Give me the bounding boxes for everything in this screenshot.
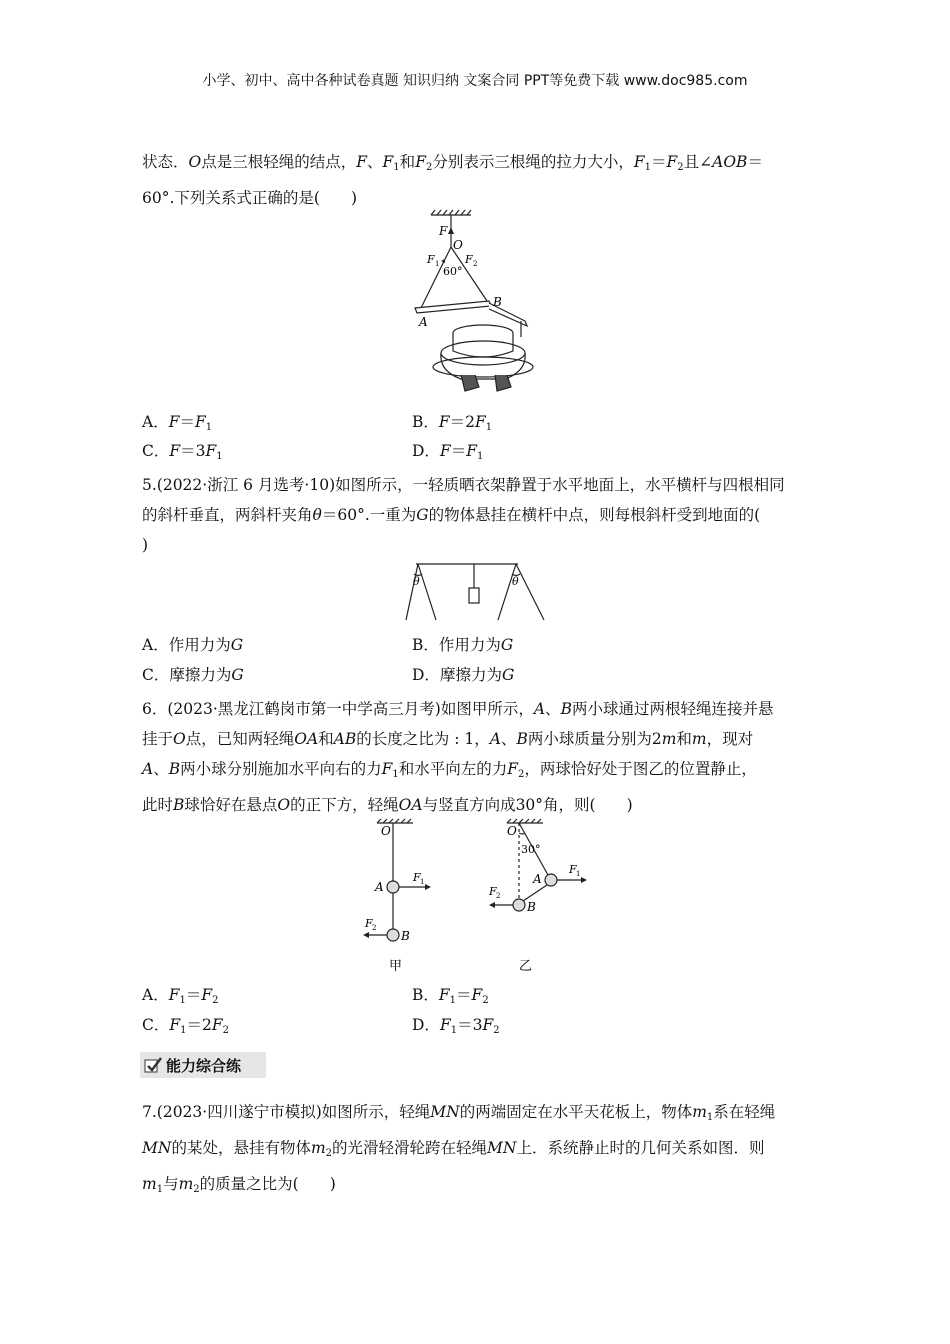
jia-label-f2-sub: 2 <box>372 924 377 932</box>
yi-label-f2-sub: 2 <box>496 892 501 900</box>
section-header <box>140 1052 266 1078</box>
label-theta-right: θ <box>512 575 519 588</box>
yi-label-angle: 30° <box>521 843 541 856</box>
q5-option-c[interactable]: C．摩擦力为G <box>142 666 244 684</box>
section-title: 能力综合练 <box>166 1057 242 1075</box>
jia-label-b: B <box>401 929 410 943</box>
label-O: O <box>453 238 463 252</box>
q5-option-a[interactable]: A．作用力为G <box>142 636 244 654</box>
jia-caption: 甲 <box>389 959 403 974</box>
ball-b <box>387 929 399 941</box>
ball-b <box>513 899 525 911</box>
q4-stem-line2: 60°.下列关系式正确的是( ) <box>142 189 357 207</box>
ball-a <box>545 874 557 886</box>
q5-option-b[interactable]: B．作用力为G <box>412 636 514 654</box>
q5-figure <box>400 560 550 625</box>
yi-caption: 乙 <box>519 959 533 974</box>
label-F1: F <box>427 253 435 266</box>
label-angle: 60° <box>443 265 463 278</box>
page-header: 小学、初中、高中各种试卷真题 知识归纳 文案合同 PPT等免费下载 www.doc985.com <box>202 73 748 89</box>
label-B: B <box>493 295 502 309</box>
jia-label-f1: F <box>413 871 421 884</box>
q6-stem <box>142 694 810 820</box>
label-theta-left: θ <box>413 575 420 588</box>
q6-figure-yi <box>485 815 595 975</box>
check-icon <box>144 1056 162 1074</box>
q4-option-a[interactable]: A．$F=F_1$ <box>142 413 213 433</box>
q7-stem-line2: MN的某处，悬挂有物体$m_2$的光滑轻滑轮跨在轻绳MN上．系统静止时的几何关系如图．则 <box>142 1139 765 1159</box>
q7-stem-line1: 7.(2023·四川遂宁市模拟)如图所示，轻绳MN的两端固定在水平天花板上，物体$m_1$系在轻绳 <box>142 1103 776 1123</box>
jia-label-a: A <box>375 880 384 894</box>
q6-stem-line4: 此时B球恰好在悬点O的正下方，轻绳OA与竖直方向成30°角，则( ) <box>142 796 633 814</box>
label-F1-sub: 1 <box>435 260 440 268</box>
label-F: F <box>439 224 448 238</box>
label-F2: F <box>465 253 473 266</box>
q5-option-d[interactable]: D．摩擦力为G <box>412 666 515 684</box>
q4-option-b[interactable]: B．$F=2F_1$ <box>412 413 493 433</box>
rope-ab <box>523 885 547 901</box>
q5-stem-line1: 5.(2022·浙江 6 月选考·10)如图所示，一轻质晒衣架静置于水平地面上，水平横杆与四根相同 <box>142 476 785 494</box>
q6-option-b[interactable]: B．$F_1=F_2$ <box>412 986 489 1006</box>
yi-label-f2: F <box>489 885 497 898</box>
ball-a <box>387 881 399 893</box>
yi-label-a: A <box>533 872 542 886</box>
q6-option-d[interactable]: D．$F_1=3F_2$ <box>412 1016 500 1036</box>
q6-stem-line3: A、B两小球分别施加水平向右的力$F_1$和水平向左的力$F_2$，两球恰好处于图乙的位置静止， <box>142 760 757 780</box>
q7-stem-line3: $m_1$与$m_2$的质量之比为( ) <box>142 1175 336 1195</box>
yi-label-f1-sub: 1 <box>576 870 581 878</box>
q6-option-c[interactable]: C．$F_1=2F_2$ <box>142 1016 230 1036</box>
label-A: A <box>419 315 428 329</box>
jia-label-f2: F <box>365 917 373 930</box>
q6-option-a[interactable]: A．$F_1=F_2$ <box>142 986 219 1006</box>
q7-stem <box>142 1097 810 1205</box>
q5-stem <box>142 470 810 560</box>
yi-label-b: B <box>527 900 536 914</box>
jia-label-o: O <box>381 824 391 838</box>
q4-option-d[interactable]: D．$F=F_1$ <box>412 442 484 462</box>
lever-bar <box>415 301 491 313</box>
jia-label-f1-sub: 1 <box>420 878 425 886</box>
q5-stem-line3: ) <box>142 536 149 554</box>
q4-stem <box>142 147 810 213</box>
q6-stem-line1: 6．(2023·黑龙江鹤岗市第一中学高三月考)如图甲所示，A、B两小球通过两根轻绳连接并悬 <box>142 700 774 718</box>
q4-stem-line1: 状态．O点是三根轻绳的结点，F、$F_1$和$F_2$分别表示三根绳的拉力大小，$F_1=F_2$且∠AOB＝ <box>142 153 763 173</box>
q4-figure <box>405 205 555 400</box>
yi-label-o: O <box>507 824 517 838</box>
hanging-object <box>469 588 479 603</box>
label-F2-sub: 2 <box>473 260 478 268</box>
yi-label-f1: F <box>569 863 577 876</box>
q6-figure-jia <box>355 815 445 975</box>
q6-stem-line2: 挂于O点，已知两轻绳OA和AB的长度之比为 : 1，A、B两小球质量分别为2m和m，现对 <box>142 730 754 748</box>
q5-stem-line2: 的斜杆垂直，两斜杆夹角θ＝60°.一重为G的物体悬挂在横杆中点，则每根斜杆受到地面的( <box>142 506 761 524</box>
q4-option-c[interactable]: C．$F=3F_1$ <box>142 442 223 462</box>
